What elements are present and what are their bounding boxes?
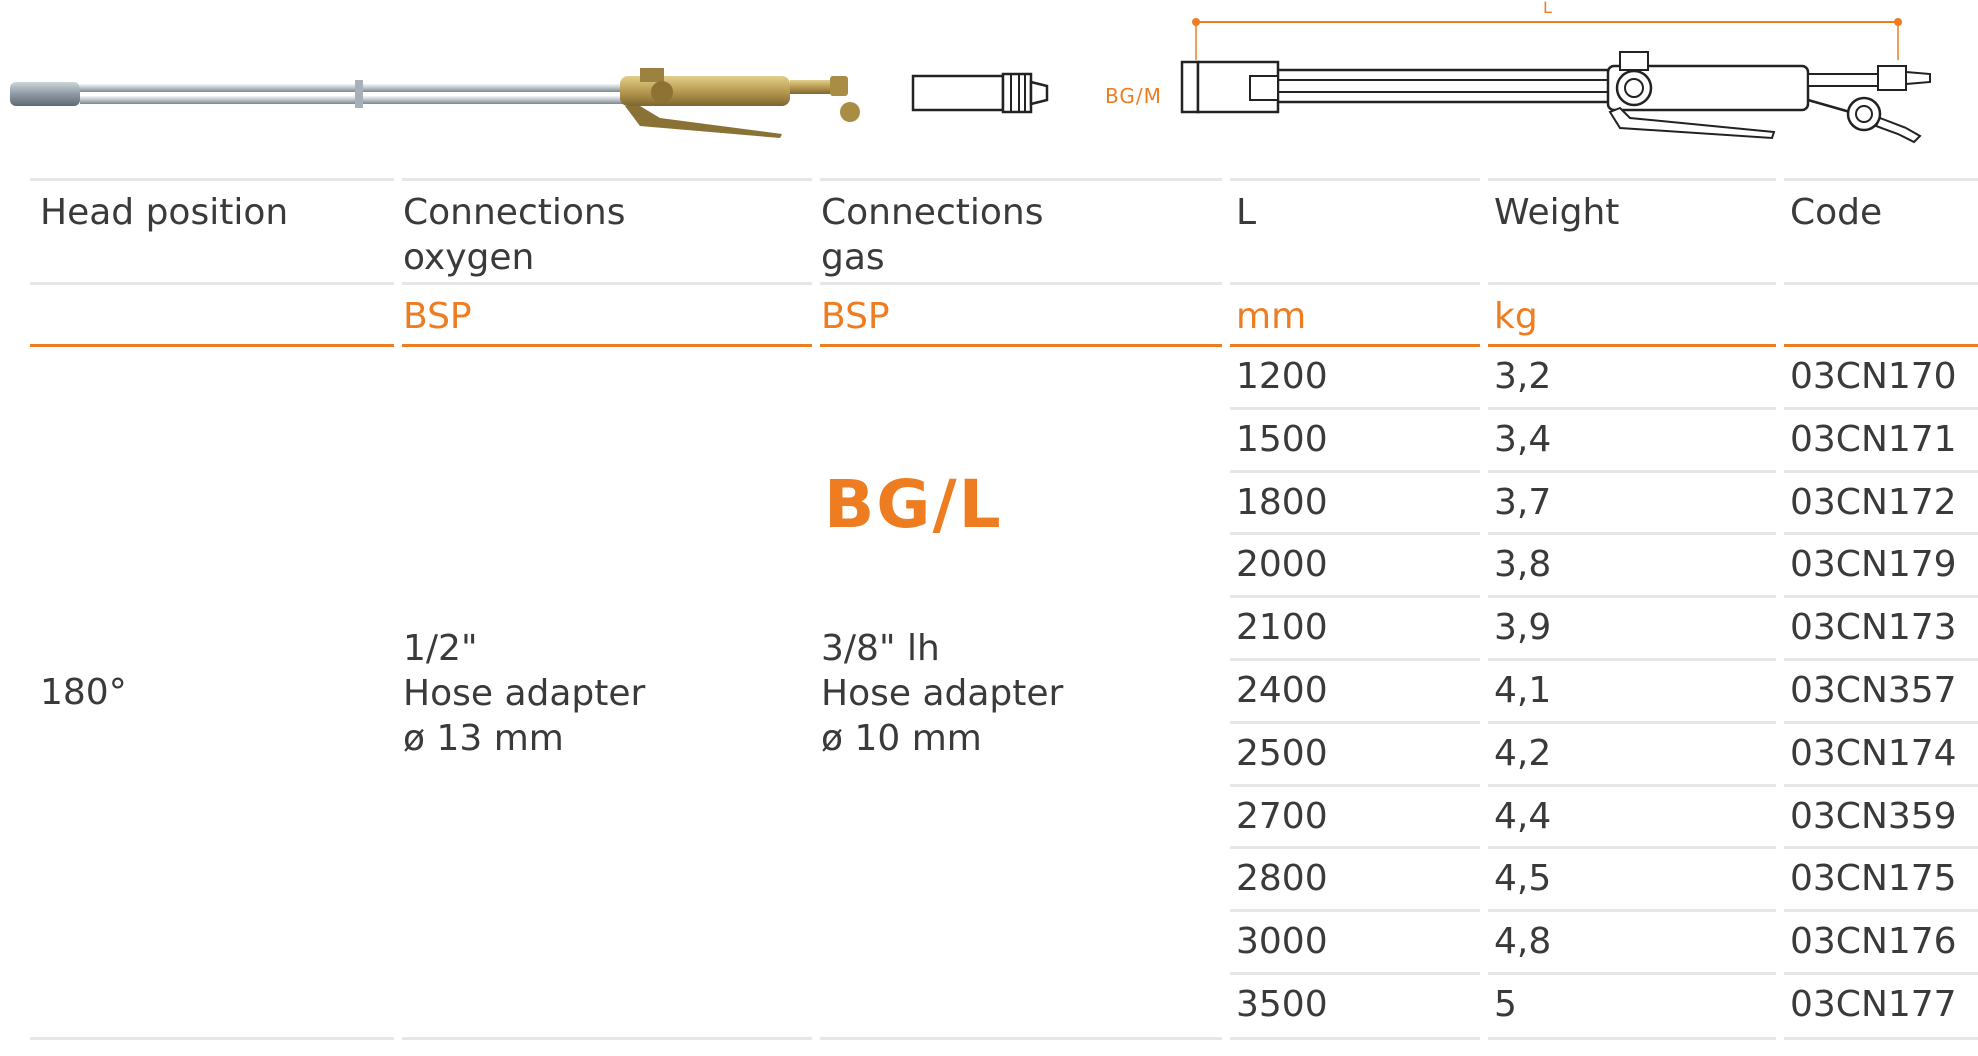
cell-weight: 4,8 (1494, 921, 1552, 962)
unit-weight: kg (1494, 296, 1538, 337)
header-length: L (1236, 192, 1257, 233)
header-gas: Connections gas (821, 192, 1044, 278)
column-gap (1776, 175, 1784, 1040)
cell-code: 03CN170 (1790, 356, 1957, 397)
cell-weight: 3,9 (1494, 607, 1552, 648)
dimension-label: L (1543, 0, 1552, 17)
model-label: BG/M (1105, 84, 1162, 108)
cell-weight: 3,4 (1494, 419, 1552, 460)
row-rule (1222, 972, 1978, 975)
row-rule (1222, 658, 1978, 661)
cell-length: 3000 (1236, 921, 1328, 962)
row-rule (1222, 909, 1978, 912)
column-gap (394, 175, 402, 1040)
table-top-rule (30, 178, 1978, 181)
cell-weight: 5 (1494, 984, 1517, 1025)
row-rule (1222, 470, 1978, 473)
cell-code: 03CN179 (1790, 544, 1957, 585)
header-code: Code (1790, 192, 1883, 233)
header-oxygen: Connections oxygen (403, 192, 626, 278)
row-rule (1222, 721, 1978, 724)
cell-code: 03CN357 (1790, 670, 1957, 711)
cell-length: 2400 (1236, 670, 1328, 711)
cell-weight: 3,8 (1494, 544, 1552, 585)
header-weight: Weight (1494, 192, 1620, 233)
cell-code: 03CN177 (1790, 984, 1957, 1025)
cell-weight: 4,1 (1494, 670, 1552, 711)
torch-photo (0, 40, 880, 150)
row-rule (1222, 407, 1978, 410)
cell-length: 1800 (1236, 482, 1328, 523)
row-rule (1222, 846, 1978, 849)
cell-length: 2500 (1236, 733, 1328, 774)
cell-code: 03CN172 (1790, 482, 1957, 523)
head-position-value: 180° (40, 672, 127, 713)
row-rule (1222, 784, 1978, 787)
model-title: BG/L (824, 466, 1003, 543)
unit-gas: BSP (821, 296, 890, 337)
cell-weight: 3,2 (1494, 356, 1552, 397)
unit-oxygen: BSP (403, 296, 472, 337)
cell-weight: 4,4 (1494, 796, 1552, 837)
cell-code: 03CN175 (1790, 858, 1957, 899)
cell-code: 03CN173 (1790, 607, 1957, 648)
header-rule (30, 282, 1978, 285)
header-head-position: Head position (40, 192, 289, 233)
cell-length: 2000 (1236, 544, 1328, 585)
cell-length: 2100 (1236, 607, 1328, 648)
units-rule (30, 344, 1978, 347)
cell-length: 2700 (1236, 796, 1328, 837)
cell-length: 1500 (1236, 419, 1328, 460)
cell-code: 03CN171 (1790, 419, 1957, 460)
cell-weight: 3,7 (1494, 482, 1552, 523)
cell-weight: 4,5 (1494, 858, 1552, 899)
torch-technical-drawing (1160, 0, 1960, 155)
nozzle-drawing (905, 70, 1085, 120)
row-rule (1222, 595, 1978, 598)
gas-connection: 3/8" lh Hose adapter ø 10 mm (821, 628, 1064, 759)
cell-length: 3500 (1236, 984, 1328, 1025)
column-gap (812, 175, 820, 1040)
cell-weight: 4,2 (1494, 733, 1552, 774)
cell-length: 2800 (1236, 858, 1328, 899)
oxygen-connection: 1/2" Hose adapter ø 13 mm (403, 628, 646, 759)
unit-length: mm (1236, 296, 1307, 337)
column-gap (1480, 175, 1488, 1040)
column-gap (1222, 175, 1230, 1040)
cell-code: 03CN359 (1790, 796, 1957, 837)
cell-code: 03CN176 (1790, 921, 1957, 962)
table-bottom-rule (30, 1037, 1978, 1040)
row-rule (1222, 532, 1978, 535)
cell-code: 03CN174 (1790, 733, 1957, 774)
cell-length: 1200 (1236, 356, 1328, 397)
